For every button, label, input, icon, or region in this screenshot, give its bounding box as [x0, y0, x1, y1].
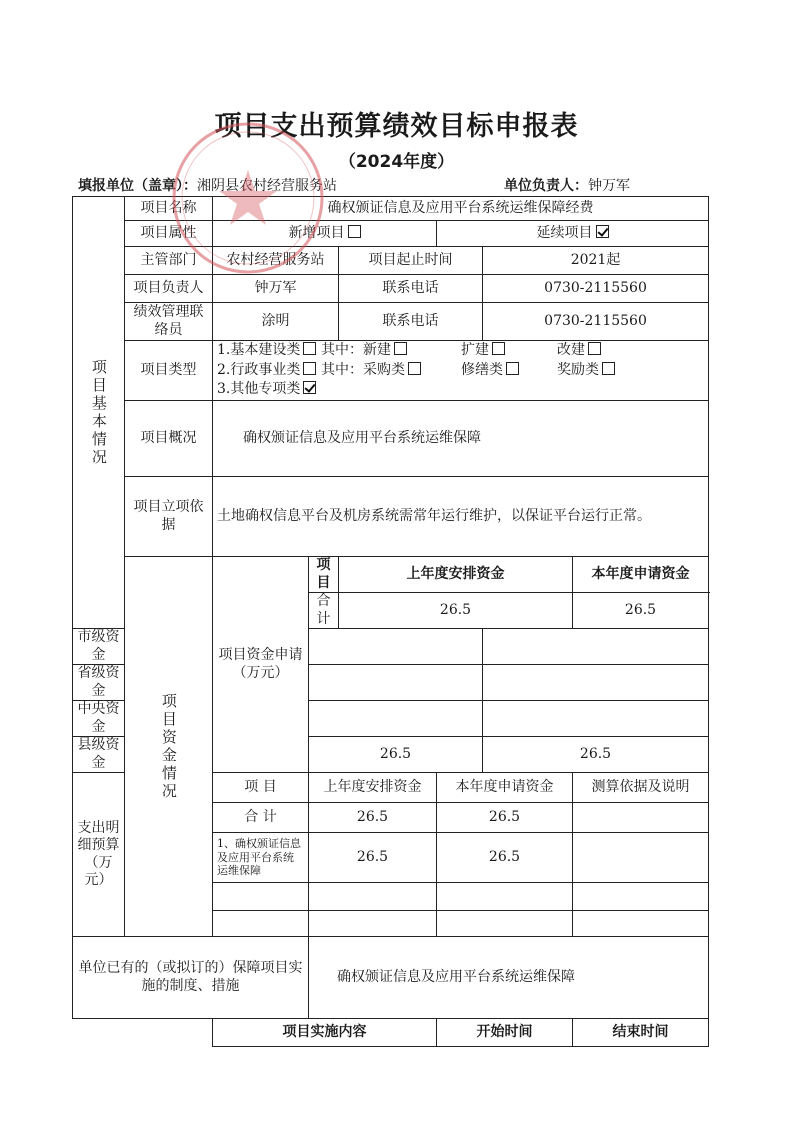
d-empty [573, 911, 709, 937]
year-subtitle: （2024年度） [338, 152, 455, 172]
fill-unit-label: 填报单位（盖章）： [78, 178, 197, 194]
d-col-note: 测算依据及说明 [573, 773, 709, 803]
contact-phone-label: 联系电话 [339, 303, 483, 341]
fund-row-last [309, 701, 483, 737]
d-empty [309, 883, 437, 911]
overview-value: 确权颁证信息及应用平台系统运维保障 [213, 401, 709, 477]
d-item-note [573, 833, 709, 883]
attr-continue [437, 221, 709, 247]
attr-new-label: 新增项目 [288, 224, 345, 241]
d-empty [213, 883, 309, 911]
dept-label: 主管部门 [125, 247, 213, 275]
fund-row-last: 26.5 [309, 737, 483, 773]
measures-label: 单位已有的（或拟订的）保障项目实施的制度、措施 [73, 937, 309, 1019]
impl-col-end: 结束时间 [573, 1019, 709, 1047]
impl-col-start: 开始时间 [437, 1019, 573, 1047]
owner-phone: 0730-2115560 [483, 275, 709, 303]
col-last: 上年度安排资金 [339, 557, 573, 593]
type-b3: 修缮类 [461, 362, 557, 380]
fill-unit-value: 湘阴县农村经营服务站 [197, 178, 337, 194]
type-a1: 1.基本建设类 [217, 342, 321, 360]
d-total-this: 26.5 [437, 803, 573, 833]
page-title: 项目支出预算绩效目标申报表 [214, 111, 579, 142]
d-item-last: 26.5 [309, 833, 437, 883]
basic-section-label: 项目基本情况 [73, 197, 125, 629]
fund-row-this [483, 665, 709, 701]
d-empty [309, 911, 437, 937]
d-empty [213, 911, 309, 937]
basis-value: 土地确权信息平台及机房系统需常年运行维护，以保证平台运行正常。 [213, 477, 709, 557]
fund-row-this [483, 629, 709, 665]
unit-leader-label: 单位负责人： [504, 178, 588, 194]
contact-phone: 0730-2115560 [483, 303, 709, 341]
budget-form-table [72, 196, 709, 1047]
fund-row-name: 合 计 [309, 593, 339, 629]
attr-continue-label: 延续项目 [536, 224, 593, 241]
fund-row-name: 省级资金 [73, 665, 125, 701]
d-empty [573, 883, 709, 911]
unit-leader-value: 钟万军 [588, 178, 630, 194]
basis-label: 项目立项依据 [125, 477, 213, 557]
attr-new-checkbox[interactable] [348, 225, 361, 238]
type-a2: 其中：新建 [321, 342, 461, 360]
d-col-item: 项 目 [213, 773, 309, 803]
contact-value: 涂明 [213, 303, 339, 341]
type-b1: 2.行政事业类 [217, 362, 321, 380]
attr-continue-checkbox[interactable] [596, 225, 609, 238]
fund-row-this: 26.5 [573, 593, 709, 629]
fund-row-name: 市级资金 [73, 629, 125, 665]
dept-value: 农村经营服务站 [213, 247, 339, 275]
type-b4-checkbox[interactable] [602, 362, 615, 375]
type-c1: 3.其他专项类 [217, 381, 321, 399]
impl-blank [73, 1019, 213, 1047]
attr-label: 项目属性 [125, 221, 213, 247]
contact-label: 绩效管理联络员 [125, 303, 213, 341]
col-item: 项 目 [309, 557, 339, 593]
col-this: 本年度申请资金 [573, 557, 709, 593]
owner-phone-label: 联系电话 [339, 275, 483, 303]
detail-label: 支出明细预算（万元） [73, 773, 125, 937]
d-item-name: 1、确权颁证信息及应用平台系统运维保障 [213, 833, 309, 883]
measures-value: 确权颁证信息及应用平台系统运维保障 [309, 937, 709, 1019]
type-b3-checkbox[interactable] [506, 362, 519, 375]
fill-unit [78, 175, 337, 195]
period-label: 项目起止时间 [339, 247, 483, 275]
d-total-name: 合 计 [213, 803, 309, 833]
fund-row-name: 中央资金 [73, 701, 125, 737]
funds-section-label: 项目资金情况 [125, 557, 213, 937]
apply-label: 项目资金申请（万元） [213, 557, 309, 773]
project-type-options [213, 341, 709, 401]
overview-label: 项目概况 [125, 401, 213, 477]
fund-row-last: 26.5 [339, 593, 573, 629]
project-name: 确权颁证信息及应用平台系统运维保障经费 [213, 197, 709, 221]
attr-new [213, 221, 437, 247]
period-value: 2021起 [483, 247, 709, 275]
owner-value: 钟万军 [213, 275, 339, 303]
type-c1-checkbox[interactable] [303, 381, 316, 394]
type-a2-checkbox[interactable] [394, 342, 407, 355]
d-col-last: 上年度安排资金 [309, 773, 437, 803]
fund-row-last [309, 665, 483, 701]
type-label: 项目类型 [125, 341, 213, 401]
fund-row-last [309, 629, 483, 665]
type-b4: 奖励类 [557, 362, 647, 380]
type-b2-checkbox[interactable] [408, 362, 421, 375]
d-col-this: 本年度申请资金 [437, 773, 573, 803]
type-b2: 其中：采购类 [321, 362, 461, 380]
name-label: 项目名称 [125, 197, 213, 221]
impl-col-content: 项目实施内容 [213, 1019, 437, 1047]
fund-row-this: 26.5 [483, 737, 709, 773]
type-a3-checkbox[interactable] [492, 342, 505, 355]
type-a4-checkbox[interactable] [588, 342, 601, 355]
d-total-last: 26.5 [309, 803, 437, 833]
fund-row-this [483, 701, 709, 737]
type-a4: 改建 [557, 342, 647, 360]
d-empty [437, 911, 573, 937]
d-total-note [573, 803, 709, 833]
fund-row-name: 县级资金 [73, 737, 125, 773]
type-a1-checkbox[interactable] [303, 342, 316, 355]
type-b1-checkbox[interactable] [303, 362, 316, 375]
owner-label: 项目负责人 [125, 275, 213, 303]
type-a3: 扩建 [461, 342, 557, 360]
d-empty [437, 883, 573, 911]
d-item-this: 26.5 [437, 833, 573, 883]
unit-leader [504, 175, 630, 195]
